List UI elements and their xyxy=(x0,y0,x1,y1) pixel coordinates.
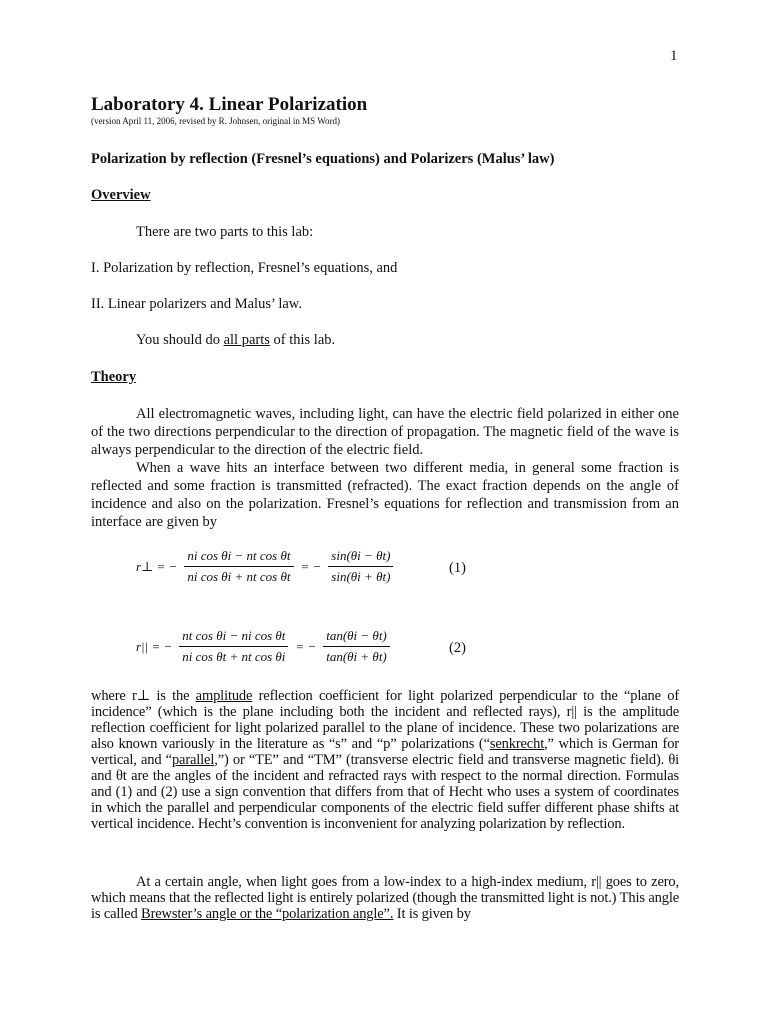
para3-text-1: where r⊥ is the xyxy=(91,688,196,704)
eq1-denominator-2: sin(θi + θt) xyxy=(331,569,391,584)
eq1-numerator: ni cos θi − nt cos θt xyxy=(184,548,293,567)
theory-paragraph-1: All electromagnetic waves, including light, can have the electric field polarized in either one of the two directions perpendicular to the direction of propagation. The magnetic field of the wave is always perpendicular to the direction of the electric field. xyxy=(91,406,679,458)
equation-2 xyxy=(136,628,393,665)
document-title: Laboratory 4. Linear Polarization xyxy=(91,94,368,115)
eq2-denominator: ni cos θt + nt cos θi xyxy=(182,649,286,664)
para3-text-2: reflection coefficient for light polarized perpendicular to the “plane of incidence” (which is the plane including both the incident and reflected rays), r|| is the amplitude reflection coefficient for light polarized parallel to the plane of incidence. These two polarizations are also known variously in the literature as “s” and “p” polarizations (“ xyxy=(91,688,680,752)
para3-senkrecht: senkrecht xyxy=(489,736,545,752)
equation-2-label: (2) xyxy=(449,640,466,656)
eq1-middle: = − xyxy=(300,558,322,574)
para4-brewster: Brewster’s angle or the “polarization angle”. xyxy=(141,906,394,922)
instruction-text-post: of this lab. xyxy=(269,332,336,348)
overview-part-2: II. Linear polarizers and Malus’ law. xyxy=(91,296,302,312)
version-note: (version April 11, 2006, revised by R. Johnsen, original in MS Word) xyxy=(91,116,341,126)
theory-heading: Theory xyxy=(91,369,137,385)
theory-paragraph-2: When a wave hits an interface between two different media, in general some fraction is reflected and some fraction is transmitted (refracted). The exact fraction depends on the angle of incidence and also on the polarization. Fresnel’s equations for reflection and transmission from an interface are given by xyxy=(91,460,679,530)
eq1-numerator-2: sin(θi − θt) xyxy=(328,548,393,567)
eq1-fraction-1 xyxy=(184,548,293,585)
para3-parallel: parallel xyxy=(171,752,215,768)
document-subtitle: Polarization by reflection (Fresnel’s equations) and Polarizers (Malus’ law) xyxy=(91,151,555,167)
instruction-emphasis: all parts xyxy=(223,332,270,348)
overview-instruction xyxy=(136,332,335,349)
instruction-text-pre: You should do xyxy=(136,332,224,348)
para3-text-3: ,” which is German for vertical, and “ xyxy=(91,736,679,768)
eq2-fraction-2 xyxy=(323,628,390,665)
equation-1-label: (1) xyxy=(449,560,466,576)
eq2-numerator: nt cos θi − ni cos θt xyxy=(179,628,288,647)
equation-1 xyxy=(136,548,396,585)
para4-text-1: At a certain angle, when light goes from a low-index to a high-index medium, r|| goes to zero, which means that the reflected light is entirely polarized (though the transmitted light is not.) This angle is called xyxy=(91,874,679,922)
eq2-fraction-1 xyxy=(179,628,288,665)
eq1-denominator: ni cos θi + nt cos θt xyxy=(187,569,291,584)
theory-paragraph-3 xyxy=(91,688,679,832)
para4-text-2: It is given by xyxy=(393,906,471,922)
overview-heading: Overview xyxy=(91,187,151,203)
para3-amplitude: amplitude xyxy=(195,688,253,704)
para3-text-4: ,”) or “TE” and “TM” (transverse electric field and transverse magnetic field). θi and θt are the angles of the incident and refracted rays with respect to the normal direction. Formulas and (1) and (2) use a sign convention that differs from that of Hecht who uses a system of coordinates in which the parallel and perpendicular components of the electric field suffer different phase shifts at vertical incidence. Hecht’s convention is inconvenient for analyzing polarization by reflection. xyxy=(91,752,679,832)
eq2-lhs: r|| = − xyxy=(136,638,173,654)
overview-intro: There are two parts to this lab: xyxy=(136,224,314,240)
page-number: 1 xyxy=(670,48,678,64)
eq2-numerator-2: tan(θi − θt) xyxy=(323,628,390,647)
overview-part-1: I. Polarization by reflection, Fresnel’s equations, and xyxy=(91,260,398,276)
eq2-middle: = − xyxy=(295,638,317,654)
eq2-denominator-2: tan(θi + θt) xyxy=(326,649,387,664)
eq1-fraction-2 xyxy=(328,548,393,585)
theory-paragraph-4 xyxy=(91,874,679,922)
eq1-lhs: r⊥ = − xyxy=(136,558,178,574)
